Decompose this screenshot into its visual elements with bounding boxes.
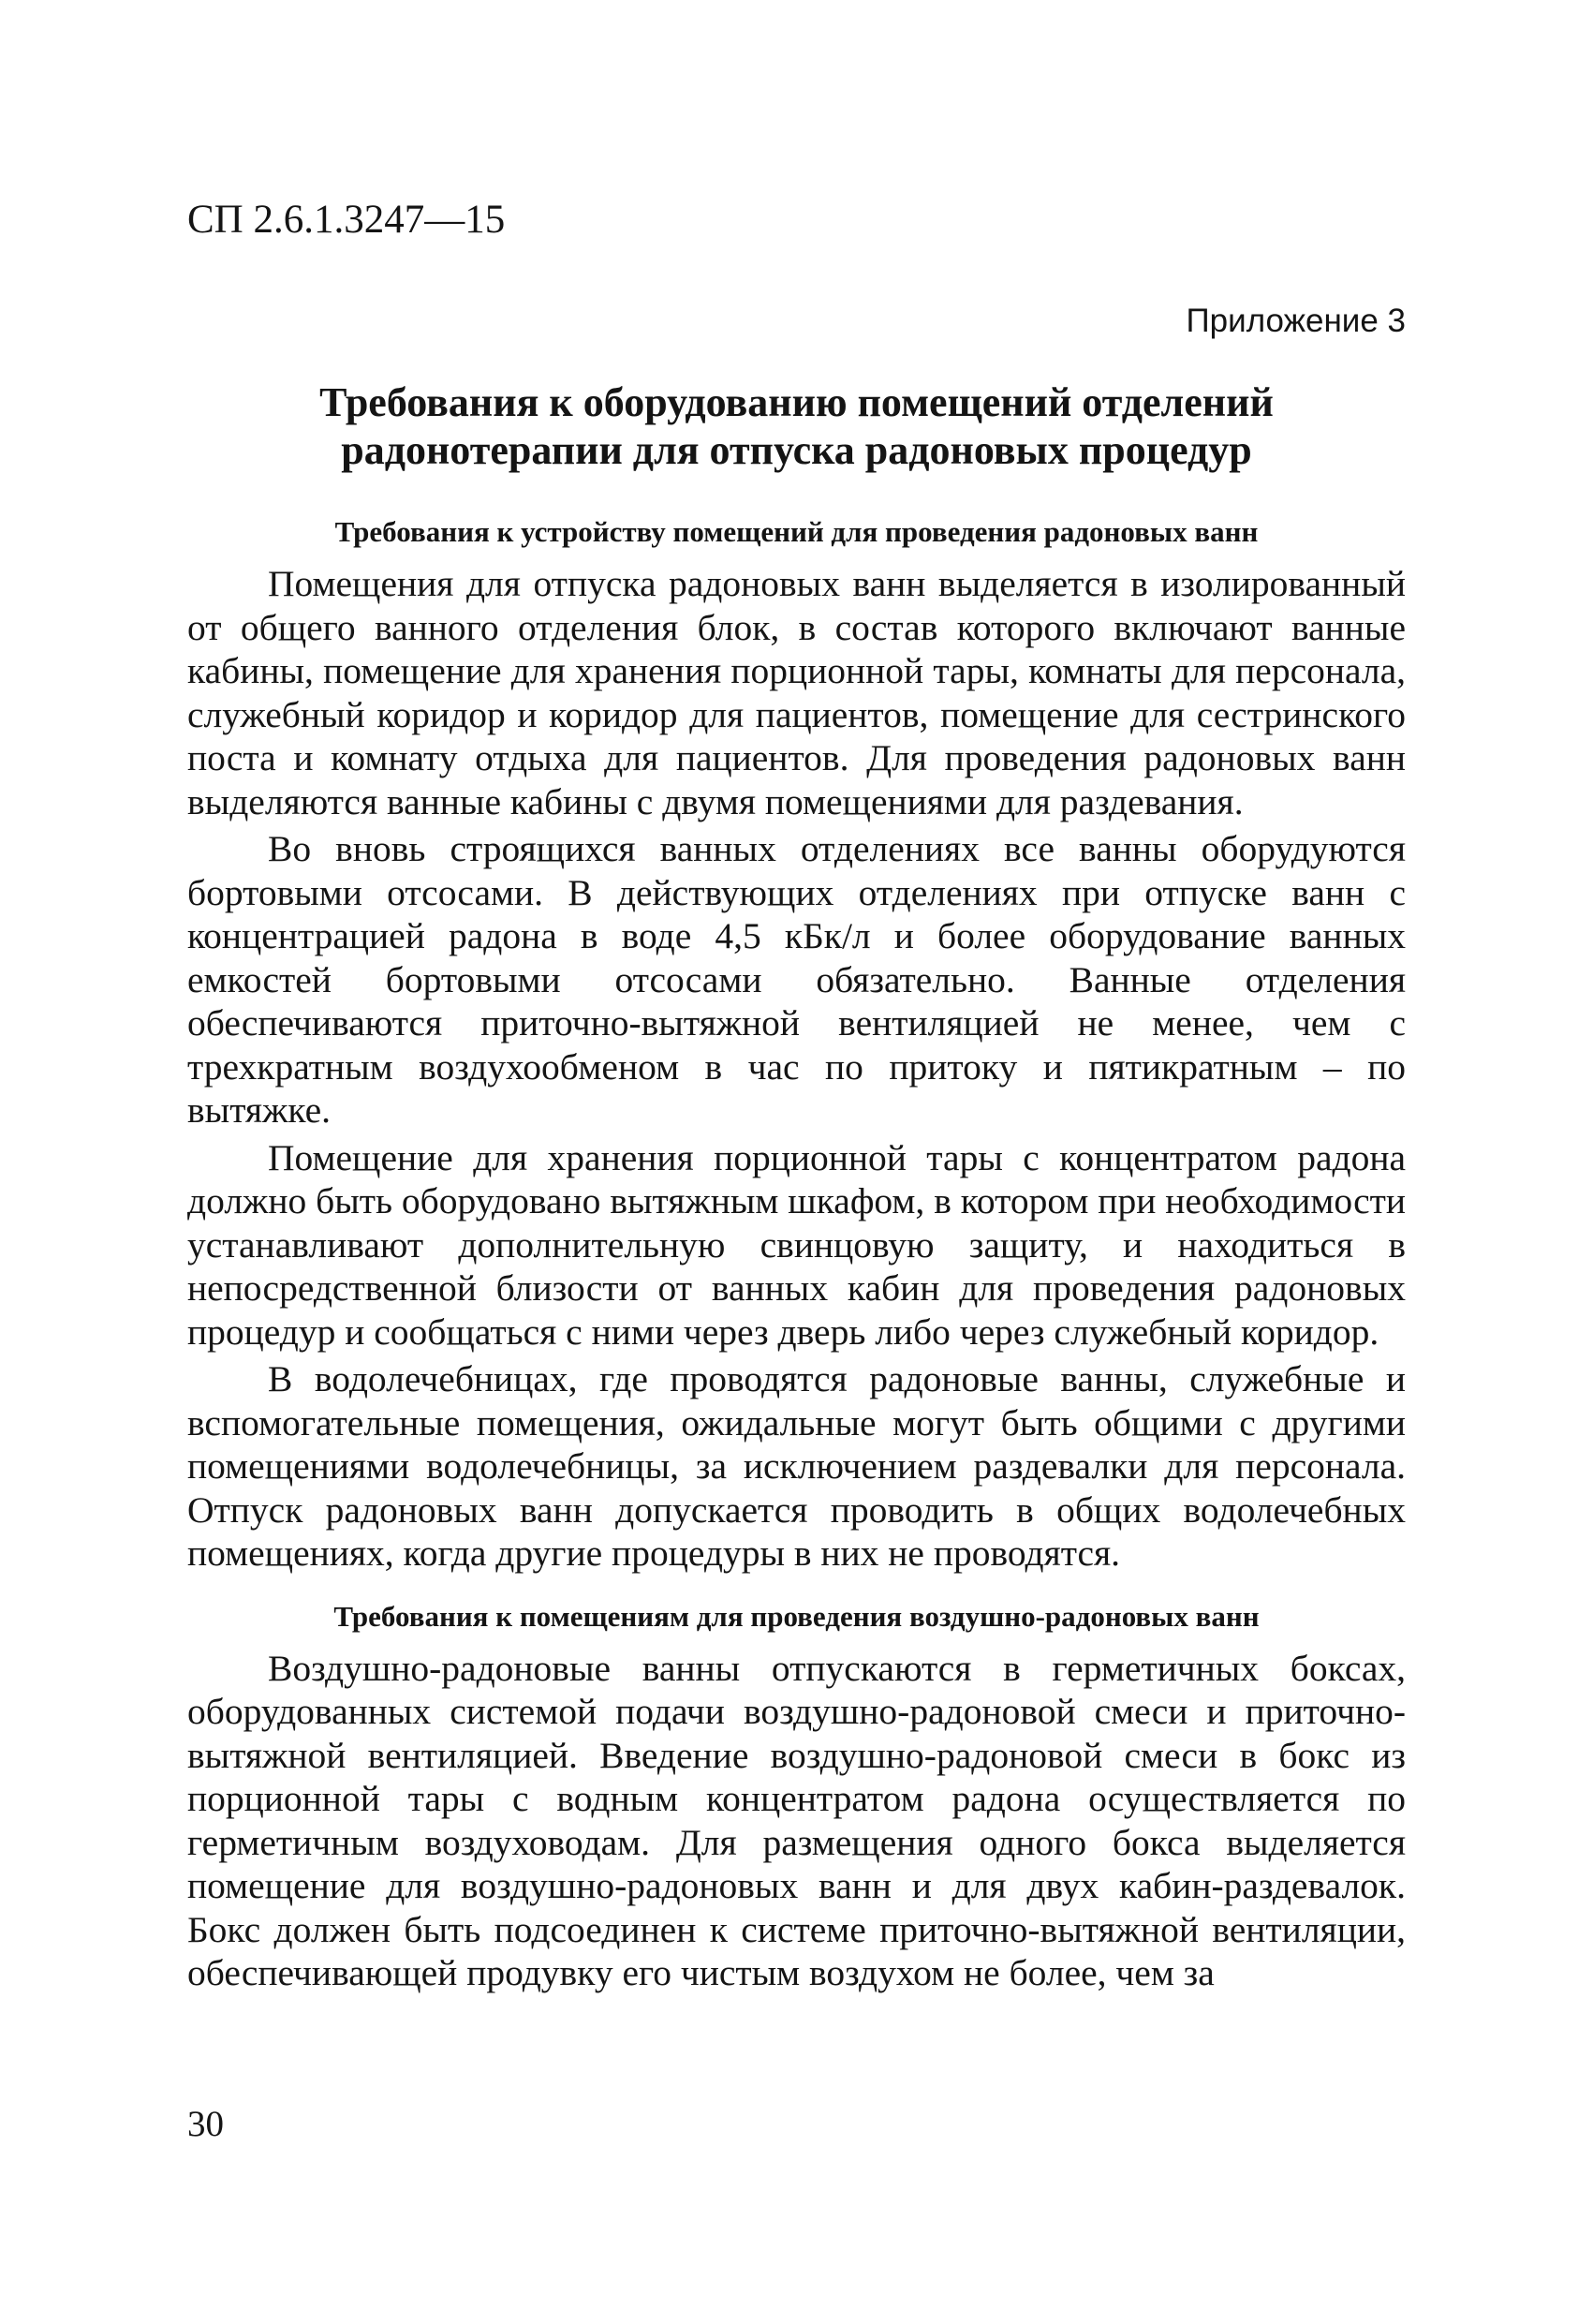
document-body — [187, 513, 1406, 1995]
appendix-label: Приложение 3 — [1186, 303, 1406, 339]
section-radon-baths — [187, 513, 1406, 1576]
paragraph: Воздушно-радоновые ванны отпускаются в герметичных боксах, оборудованных системой подачи воздушно-радоновой смеси и приточно-вытяжной вентиляцией. Введение воздушно-радоновой смеси в бокс из порционной тары с водным концентратом радона осуществляется по герметичным воздуховодам. Для размещения одного бокса выделяется помещение для воздушно-радоновых ванн и для двух кабин-раздевалок. Бокс должен быть подсоединен к системе приточно-вытяжной вентиляции, обеспечивающей продувку его чистым воздухом не более, чем за — [187, 1647, 1406, 1993]
page-number: 30 — [187, 2104, 224, 2144]
paragraph: Во вновь строящихся ванных отделениях все ванны оборудуются бортовыми отсосами. В действующих отделениях при отпуске ванн с концентрацией радона в воде 4,5 кБк/л и более оборудование ванных емкостей бортовыми отсосами обязательно. Ванные отделения обеспечиваются приточно-вытяжной вентиляцией не менее, чем с трехкратным воздухообменом в час по притоку и пятикратным – по вытяжке. — [187, 828, 1406, 1131]
paragraph: Помещения для отпуска радоновых ванн выделяется в изолированный от общего ванного отделения блок, в состав которого включают ванные кабины, помещение для хранения порционной тары, комнаты для персонала, служебный коридор и коридор для пациентов, помещение для сестринского поста и комнату отдыха для пациентов. Для проведения радоновых ванн выделяются ванные кабины с двумя помещениями для раздевания. — [187, 563, 1406, 822]
document-title — [187, 378, 1406, 474]
document-code: СП 2.6.1.3247—15 — [187, 198, 506, 242]
section-air-radon-baths — [187, 1598, 1406, 1995]
section-heading: Требования к помещениям для проведения воздушно-радоновых ванн — [333, 1599, 1260, 1633]
paragraph: Помещение для хранения порционной тары с концентратом радона должно быть оборудовано вытяжным шкафом, в котором при необходимости устанавливают дополнительную свинцовую защиту, и находиться в непосредственной близости от ванных кабин для проведения радоновых процедур и сообщаться с ними через дверь либо через служебный коридор. — [187, 1136, 1406, 1353]
document-title-line-1: Требования к оборудованию помещений отделений — [319, 379, 1274, 425]
section-heading: Требования к устройству помещений для проведения радоновых ванн — [334, 515, 1259, 548]
document-title-line-2: радонотерапии для отпуска радоновых процедур — [341, 427, 1252, 473]
paragraph: В водолечебницах, где проводятся радоновые ванны, служебные и вспомогательные помещения, ожидальные могут быть общими с другими помещениями водолечебницы, за исключением раздевалки для персонала. Отпуск радоновых ванн допускается проводить в общих водолечебных помещениях, когда другие процедуры в них не проводятся. — [187, 1358, 1406, 1574]
